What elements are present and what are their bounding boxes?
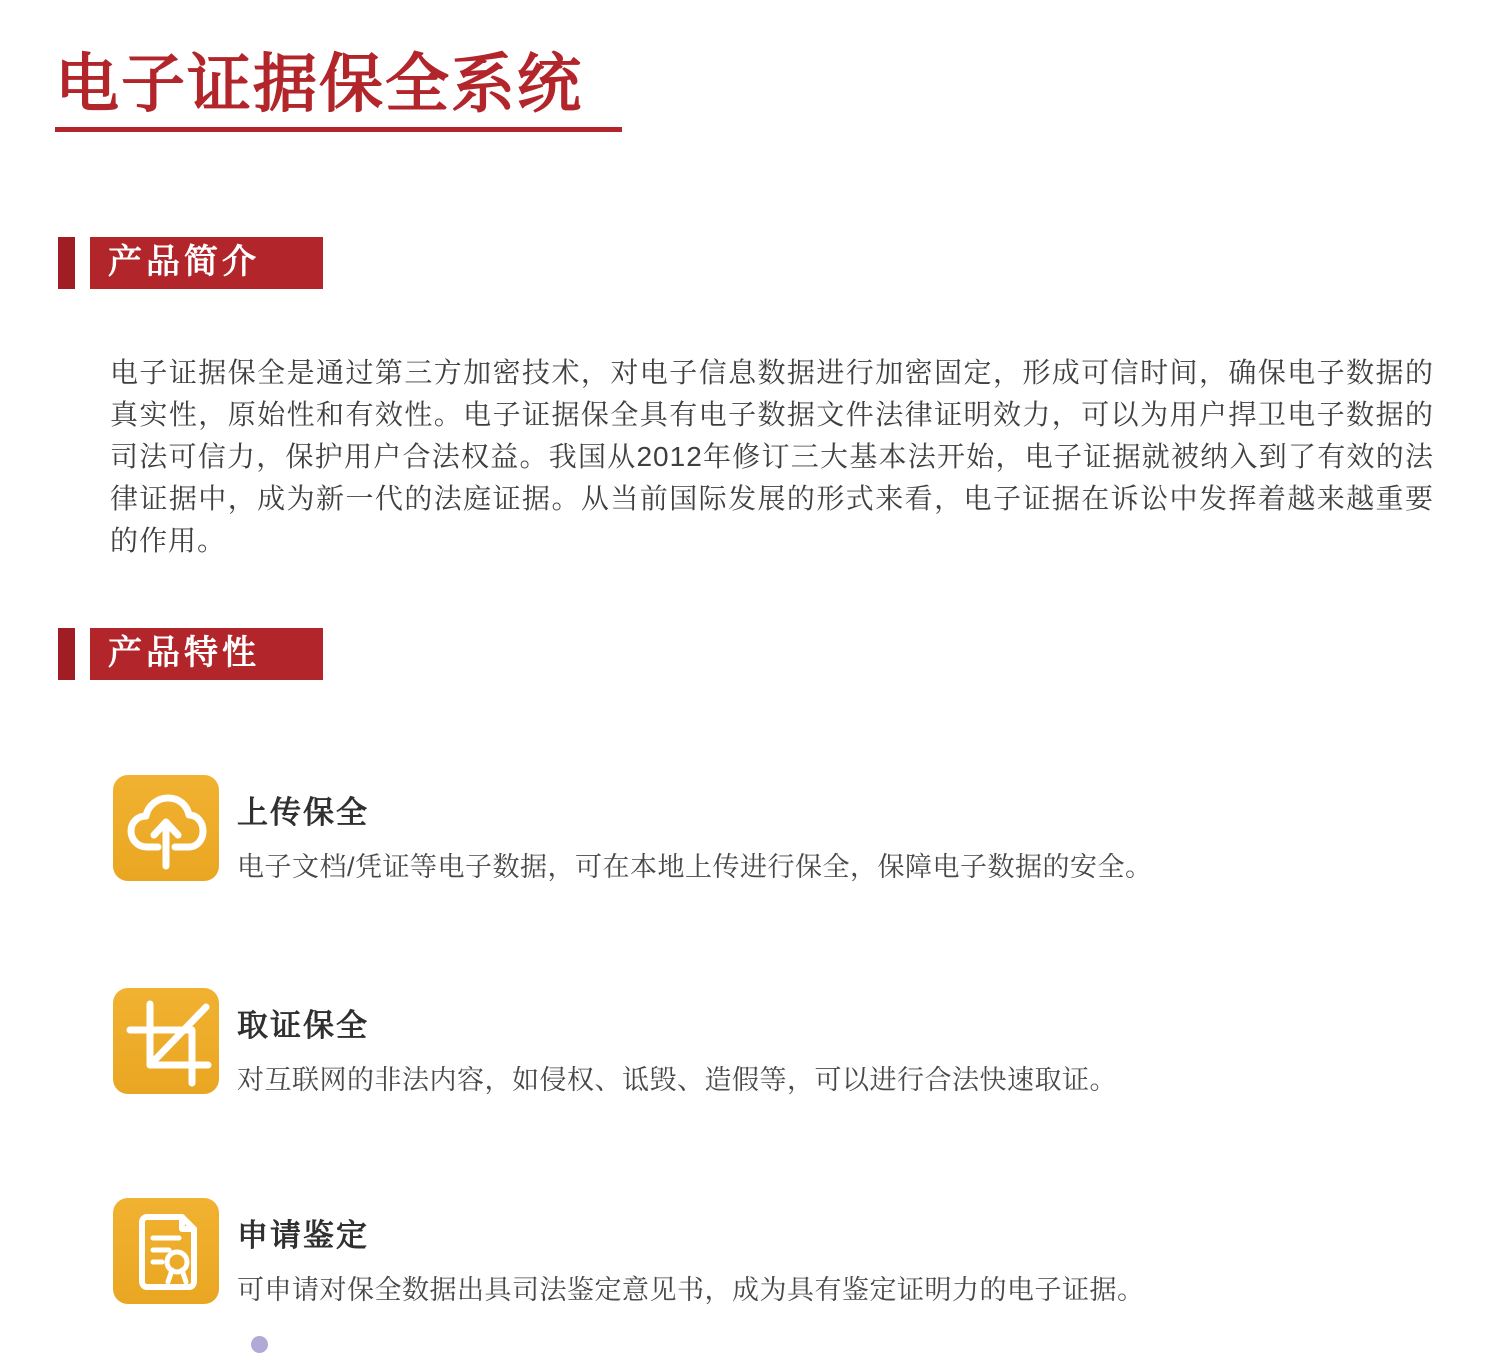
feature-description: 可申请对保全数据出具司法鉴定意见书，成为具有鉴定证明力的电子证据。 (237, 1275, 1145, 1305)
section-accent-bar (58, 628, 75, 680)
section-title-badge (90, 237, 323, 289)
feature-description: 电子文档/凭证等电子数据，可在本地上传进行保全，保障电子数据的安全。 (237, 852, 1153, 882)
crop-capture-icon (113, 988, 219, 1094)
section-title-badge (90, 628, 323, 680)
page-title: 电子证据保全系统 (55, 48, 583, 120)
feature-title: 申请鉴定 (237, 1218, 369, 1253)
section-accent-bar (58, 237, 75, 289)
partial-purple-dot (251, 1336, 268, 1353)
intro-paragraph: 电子证据保全是通过第三方加密技术，对电子信息数据进行加密固定，形成可信时间，确保电子数据的真实性，原始性和有效性。电子证据保全具有电子数据文件法律证明效力，可以为用户捍卫电子数据的司法可信力，保护用户合法权益。我国从2012年修订三大基本法开始，电子证据就被纳入到了有效的法律证据中，成为新一代的法庭证据。从当前国际发展的形式来看，电子证据在诉讼中发挥着越来越重要的作用。 (110, 357, 1434, 556)
feature-title: 取证保全 (237, 1008, 369, 1043)
feature-text (237, 775, 1153, 884)
feature-text (237, 1198, 1145, 1307)
section-title-intro: 产品简介 (108, 243, 260, 281)
feature-title: 上传保全 (237, 795, 369, 830)
cloud-upload-icon (113, 775, 219, 881)
section-title-features: 产品特性 (108, 634, 260, 672)
feature-description: 对互联网的非法内容，如侵权、诋毁、造假等，可以进行合法快速取证。 (237, 1065, 1117, 1095)
feature-item-appraisal (113, 1198, 1443, 1304)
title-underline (55, 127, 622, 132)
feature-text (237, 988, 1117, 1097)
feature-item-upload (113, 775, 1443, 881)
feature-item-evidence-capture (113, 988, 1443, 1094)
certificate-document-icon (113, 1198, 219, 1304)
